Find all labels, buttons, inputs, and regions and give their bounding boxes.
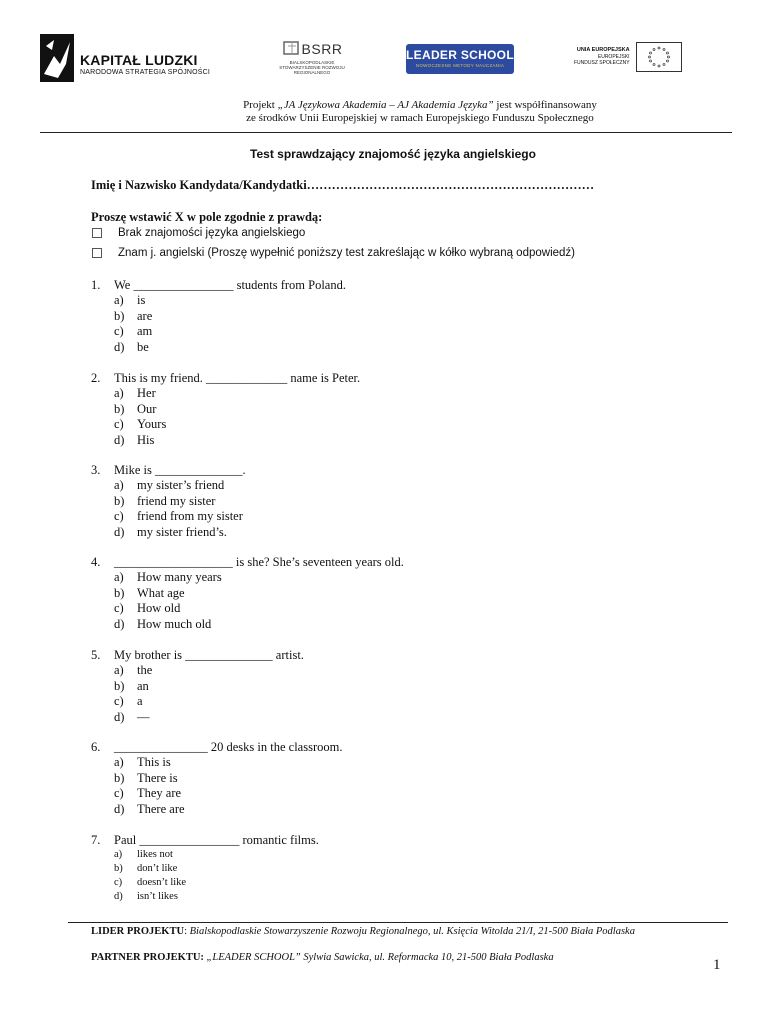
answer-letter: a)	[114, 386, 124, 400]
answer-text: don’t like	[137, 863, 178, 874]
answer-text: What age	[137, 585, 185, 600]
answer-letter: b)	[114, 401, 125, 416]
answer-text: my sister’s friend	[137, 478, 225, 492]
answer-letter: d)	[114, 891, 123, 902]
answer-letter: c)	[114, 417, 124, 431]
question-1	[91, 278, 346, 355]
answer-letter: c)	[114, 601, 124, 615]
option-know-english	[92, 247, 575, 259]
answer-option[interactable]	[91, 601, 404, 617]
eu-flag-icon	[636, 42, 682, 72]
answer-letter: b)	[114, 863, 123, 874]
answer-option[interactable]	[91, 433, 360, 449]
answer-option[interactable]	[91, 386, 360, 402]
eu-title: UNIA EUROPEJSKA	[576, 47, 630, 54]
question-number: 6.	[91, 740, 101, 754]
answer-option[interactable]	[91, 417, 360, 433]
header-divider	[40, 132, 732, 133]
answer-option[interactable]	[91, 786, 342, 802]
checkbox-no-english[interactable]	[92, 228, 102, 238]
page-title: Test sprawdzający znajomość języka angielskiego	[250, 147, 536, 161]
answer-letter: a)	[114, 293, 124, 307]
leader-school-subtitle: NOWOCZESNE METODY NAUCZANIA	[415, 63, 505, 68]
eu-line-2: EUROPEJSKI	[597, 53, 630, 60]
answer-text: an	[137, 678, 149, 693]
answer-option[interactable]	[91, 876, 319, 890]
answer-text: His	[137, 432, 155, 447]
question-number: 7.	[91, 833, 101, 847]
question-7	[91, 833, 319, 904]
footer-leader-text: Bialskopodlaskie Stowarzyszenie Rozwoju Regionalnego, ul. Księcia Witolda 21/I, 21-500 Biała Podlaska	[189, 926, 635, 937]
question-number: 2.	[91, 371, 101, 385]
footer-partner	[91, 951, 691, 964]
answer-option[interactable]	[91, 755, 342, 771]
answer-letter: d)	[114, 709, 125, 724]
answer-text: am	[137, 324, 153, 338]
question-text: _______________ 20 desks in the classroom.	[114, 740, 343, 754]
eu-line-3: FUNDUSZ SPOŁECZNY	[574, 60, 630, 67]
answer-option[interactable]	[91, 509, 246, 525]
answer-text: friend my sister	[137, 493, 216, 508]
project-line-2: ze środków Unii Europejskiej w ramach Europejskiego Funduszu Społecznego	[246, 112, 594, 124]
answer-text: How many years	[137, 570, 222, 584]
answer-option[interactable]	[91, 710, 304, 726]
answer-option[interactable]	[91, 340, 346, 356]
answer-text: There is	[137, 770, 178, 785]
option-no-english-label: Brak znajomości języka angielskiego	[118, 227, 306, 239]
answer-text: doesn’t like	[137, 877, 187, 888]
answer-option[interactable]	[91, 617, 404, 633]
kapital-ludzki-subtitle: NARODOWA STRATEGIA SPÓJNOŚCI	[80, 69, 211, 76]
answer-letter: d)	[114, 339, 125, 354]
bsrr-name: BSRR	[301, 41, 343, 57]
answer-letter: d)	[114, 616, 125, 631]
answer-option[interactable]	[91, 694, 304, 710]
answer-letter: b)	[114, 308, 125, 323]
bsrr-mark-icon	[282, 40, 302, 58]
answer-option[interactable]	[91, 802, 342, 818]
footer-leader-label: LIDER PROJEKTU	[91, 926, 185, 937]
answer-letter: b)	[114, 770, 125, 785]
question-text: Paul ________________ romantic films.	[114, 833, 319, 847]
answer-option[interactable]	[91, 848, 319, 862]
answer-option[interactable]	[91, 324, 346, 340]
question-6	[91, 740, 342, 817]
answer-text: There are	[137, 801, 185, 816]
question-3	[91, 463, 246, 540]
project-name: „JA Językowa Akademia – AJ Akademia Języka”	[277, 99, 494, 111]
question-number: 1.	[91, 278, 101, 292]
answer-option[interactable]	[91, 525, 246, 541]
answer-text: —	[137, 709, 150, 724]
answer-letter: c)	[114, 877, 123, 888]
answer-option[interactable]	[91, 890, 319, 904]
answer-text: be	[137, 339, 149, 354]
answer-letter: b)	[114, 493, 125, 508]
question-5	[91, 648, 304, 725]
answer-letter: a)	[114, 570, 124, 584]
checkbox-know-english[interactable]	[92, 248, 102, 258]
option-know-english-label: Znam j. angielski (Proszę wypełnić poniższy test zakreślając w kółko wybraną odpowiedź)	[118, 247, 575, 259]
answer-text: Her	[137, 386, 156, 400]
answer-letter: a)	[114, 755, 124, 769]
bsrr-subtitle: BIALSKOPODLASKIE STOWARZYSZENIE ROZWOJU REGIONALNEGO	[279, 60, 345, 75]
answer-letter: c)	[114, 786, 124, 800]
answer-text: friend from my sister	[137, 509, 243, 523]
question-text: ___________________ is she? She’s seventeen years old.	[114, 555, 404, 569]
leader-school-logo	[406, 44, 514, 74]
option-no-english	[92, 227, 305, 239]
question-number: 5.	[91, 648, 101, 662]
answer-text: the	[137, 663, 153, 677]
kapital-ludzki-title: KAPITAŁ LUDZKI	[80, 52, 198, 68]
footer-partner-text: „LEADER SCHOOL” Sylwia Sawicka, ul. Reformacka 10, 21-500 Biała Podlaska	[206, 952, 554, 963]
answer-text: How much old	[137, 616, 212, 631]
answer-option[interactable]	[91, 494, 246, 510]
question-text: My brother is ______________ artist.	[114, 648, 304, 662]
question-2	[91, 371, 360, 448]
leader-school-name: LEADER SCHOOL	[406, 48, 514, 62]
answer-text: are	[137, 308, 153, 323]
answer-letter: c)	[114, 509, 124, 523]
answer-text: is	[137, 293, 146, 307]
answer-option[interactable]	[91, 679, 304, 695]
question-text: Mike is ______________.	[114, 463, 246, 477]
answer-option[interactable]	[91, 570, 404, 586]
answer-letter: d)	[114, 524, 125, 539]
answer-letter: a)	[114, 478, 124, 492]
page-number: 1	[713, 957, 721, 973]
project-prefix: Projekt	[243, 99, 278, 111]
answer-option[interactable]	[91, 862, 319, 876]
answer-text: They are	[137, 786, 182, 800]
answer-option[interactable]	[91, 771, 342, 787]
kapital-ludzki-logo	[40, 34, 210, 82]
answer-letter: c)	[114, 324, 124, 338]
answer-text: isn’t likes	[137, 891, 178, 902]
answer-option[interactable]	[91, 478, 246, 494]
footer-partner-label: PARTNER PROJEKTU:	[91, 952, 204, 963]
answer-text: Our	[137, 401, 157, 416]
answer-letter: b)	[114, 678, 125, 693]
project-statement	[0, 99, 768, 125]
question-number: 3.	[91, 463, 101, 477]
footer-divider	[68, 922, 728, 923]
answer-text: a	[137, 694, 143, 708]
question-number: 4.	[91, 555, 101, 569]
answer-option[interactable]	[91, 309, 346, 325]
answer-text: likes not	[137, 849, 173, 860]
answer-letter: c)	[114, 694, 124, 708]
answer-option[interactable]	[91, 293, 346, 309]
answer-option[interactable]	[91, 586, 404, 602]
bsrr-logo	[276, 40, 348, 75]
eu-logo	[574, 42, 682, 72]
answer-letter: d)	[114, 801, 125, 816]
answer-text: Yours	[137, 417, 167, 431]
candidate-name-field: Imię i Nazwisko Kandydata/Kandydatki……………………………………………………………	[91, 178, 595, 192]
footer-leader: LIDER PROJEKTU: Bialskopodlaskie Stowarzyszenie Rozwoju Regionalnego, ul. Księcia Witolda 21/I, 21-500 Biała Podlaska	[91, 926, 635, 937]
logo-bar	[0, 28, 768, 98]
question-4	[91, 555, 404, 632]
project-suffix: jest współfinansowany	[493, 99, 597, 111]
answer-letter: a)	[114, 663, 124, 677]
question-text: We ________________ students from Poland.	[114, 278, 346, 292]
answer-text: This is	[137, 755, 171, 769]
answer-option[interactable]	[91, 663, 304, 679]
answer-letter: b)	[114, 585, 125, 600]
instruction: Proszę wstawić X w pole zgodnie z prawdą:	[91, 210, 323, 224]
answer-letter: d)	[114, 432, 125, 447]
answer-letter: a)	[114, 849, 123, 860]
kapital-ludzki-mark-icon	[40, 34, 74, 82]
answer-text: my sister friend’s.	[137, 524, 227, 539]
question-text: This is my friend. _____________ name is Peter.	[114, 371, 361, 385]
answer-option[interactable]	[91, 402, 360, 418]
answer-text: How old	[137, 601, 181, 615]
